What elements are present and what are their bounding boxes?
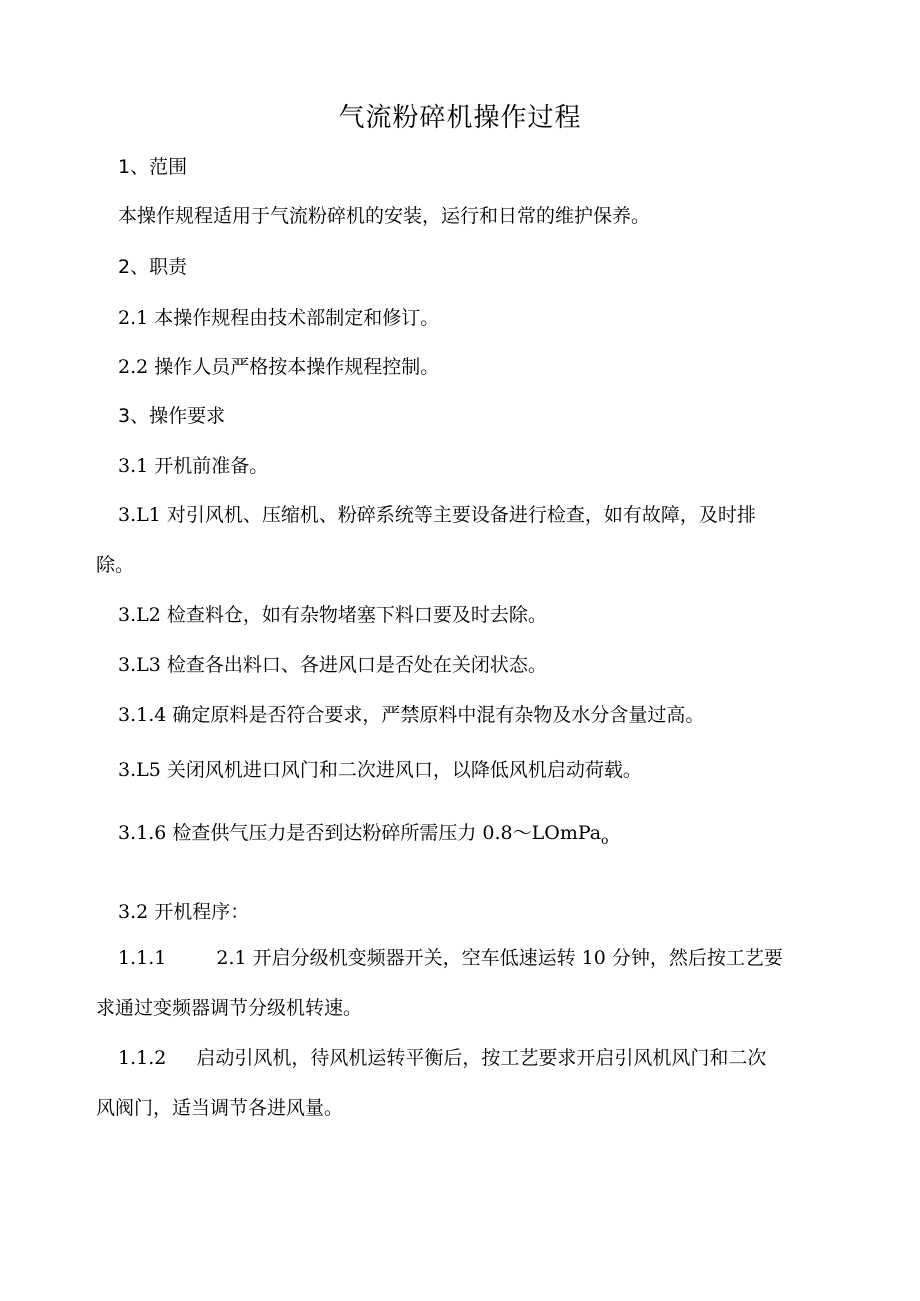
section-heading-scope: 1、范围 (118, 156, 188, 178)
item-1-1-1-line2: 求通过变频器调节分级机转速。 (96, 997, 363, 1019)
item-3-1-1-line1: 3.L1 对引风机、压缩机、粉碎系统等主要设备进行检查，如有故障，及时排 (118, 504, 756, 526)
section-heading-responsibilities: 2、职责 (118, 256, 188, 278)
item-3-1-1-line2: 除。 (96, 554, 135, 576)
item-3-1: 3.1 开机前准备。 (118, 455, 269, 477)
item-1-1-1-line1 (118, 943, 783, 973)
item-1-1-2-text: 启动引风机，待风机运转平衡后，按工艺要求开启引风机风门和二次 (196, 1047, 767, 1069)
document-title: 气流粉碎机操作过程 (338, 103, 582, 133)
item-3-1-6-text: 3.1.6 检查供气压力是否到达粉碎所需压力 0.8～LOmPa (118, 822, 602, 844)
item-1-1-1-text: 2.1 开启分级机变频器开关，空车低速运转 10 分钟，然后按工艺要 (216, 947, 783, 969)
item-3-1-3: 3.L3 检查各出料口、各进风口是否处在关闭状态。 (118, 654, 547, 676)
item-3-1-4: 3.1.4 确定原料是否符合要求，严禁原料中混有杂物及水分含量过高。 (118, 704, 705, 726)
item-1-1-1-number: 1.1.1 (118, 947, 167, 969)
item-3-1-6-subscript: o (601, 833, 609, 847)
responsibility-2-1: 2.1 本操作规程由技术部制定和修订。 (118, 307, 440, 329)
item-1-1-2-line1 (118, 1043, 766, 1073)
item-1-1-2-line2: 风阀门，适当调节各进风量。 (96, 1097, 344, 1119)
item-3-1-5: 3.L5 关闭风机进口风门和二次进风口，以降低风机启动荷载。 (118, 759, 642, 781)
scope-text: 本操作规程适用于气流粉碎机的安装，运行和日常的维护保养。 (118, 205, 651, 227)
item-3-1-6 (118, 818, 608, 855)
responsibility-2-2: 2.2 操作人员严格按本操作规程控制。 (118, 356, 440, 378)
item-1-1-2-number: 1.1.2 (118, 1047, 167, 1069)
section-heading-operation: 3、操作要求 (118, 405, 226, 427)
item-3-2: 3.2 开机程序： (118, 901, 250, 923)
item-3-1-2: 3.L2 检查料仓，如有杂物堵塞下料口要及时去除。 (118, 604, 547, 626)
